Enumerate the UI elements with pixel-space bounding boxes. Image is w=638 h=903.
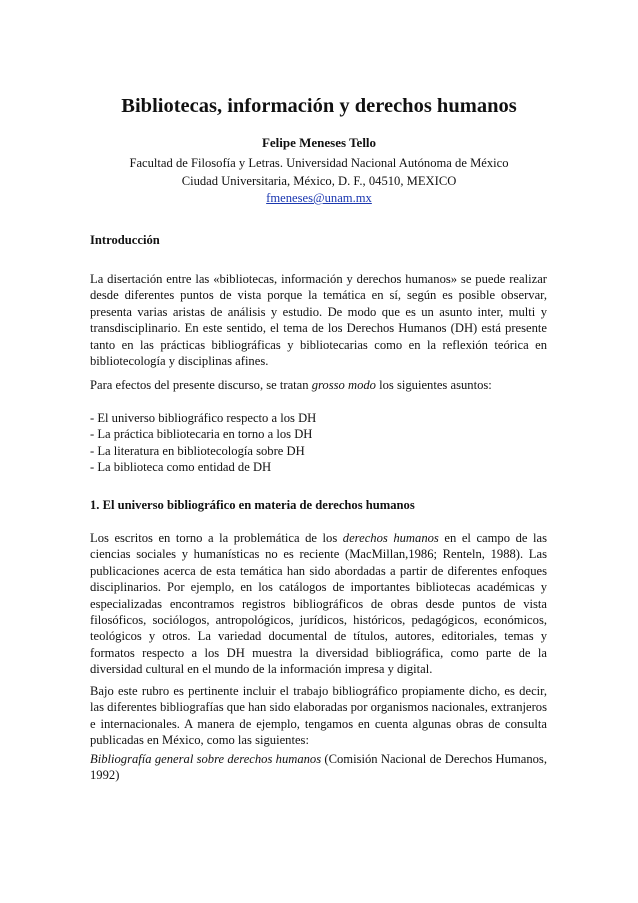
section-1-paragraph-1-text-end: en el campo de las ciencias sociales y humanísticas no es reciente (MacMillan,1986; Renteln, 1988). Las publicaciones acerca de esta temática han sido abordadas a partir de diferentes enfoques disciplinarios. Por ejemplo, en los catálogos de importantes bibliotecas académicas y especializadas encontramos registros bibliográficos de obras desde puntos de vista filosóficos, sociólogos, antropológicos, jurídicos, históricos, pedagógicos, económicos, teológicos y otros. La variedad documental de títulos, autores, editoriales, temas y formatos respecto a los DH muestra la diversidad bibliográfica, como parte de la diversidad cultural en el mundo de la información impresa y digital. xyxy=(90,531,548,677)
section-1-heading: 1. El universo bibliográfico en materia de derechos humanos xyxy=(90,498,415,512)
section-1-paragraph-1 xyxy=(90,530,547,678)
section-1-paragraph-1-italic: derechos humanos xyxy=(342,531,439,545)
list-item: - El universo bibliográfico respecto a los DH xyxy=(90,411,317,425)
section-1-paragraph-2: Bajo este rubro es pertinente incluir el trabajo bibliográfico propiamente dicho, es decir, las diferentes bibliografías que han sido elaboradas por organismos nacionales, extranjeros e internacionales. A manera de ejemplo, tengamos en cuenta algunas obras de consulta publicadas en México, como las siguientes: xyxy=(90,684,547,748)
intro-paragraph-2-italic: grosso modo xyxy=(311,378,376,392)
intro-paragraph-2 xyxy=(90,377,547,393)
intro-paragraph-1: La disertación entre las «bibliotecas, información y derechos humanos» se puede realizar desde diferentes puntos de vista porque la temática en sí, según es posible observar, presenta varias aristas de análisis y estudio. De modo que es un asunto inter, multi y transdisciplinario. En este sentido, el tema de los Derechos Humanos (DH) está presente tanto en las prácticas bibliográficas y bibliotecarias como en la reflexión teórica en bibliotecología y disciplinas afines. xyxy=(90,272,547,369)
list-item: - La literatura en bibliotecología sobre DH xyxy=(90,443,305,458)
intro-paragraph-2-text: Para efectos del presente discurso, se tratan xyxy=(90,378,312,392)
intro-heading: Introducción xyxy=(90,233,160,247)
affiliation-line-2: Ciudad Universitaria, México, D. F., 04510, MEXICO xyxy=(181,174,457,188)
author-email-link[interactable]: fmeneses@unam.mx xyxy=(266,191,372,205)
list-item: - La biblioteca como entidad de DH xyxy=(90,460,272,475)
affiliation-line-1: Facultad de Filosofía y Letras. Universidad Nacional Autónoma de México xyxy=(129,156,509,170)
bibliography-title: Bibliografía general sobre derechos humanos xyxy=(90,752,322,766)
intro-paragraph-2-text-end: los siguientes asuntos: xyxy=(375,378,492,392)
section-1-paragraph-3 xyxy=(90,751,547,784)
bibliography-citation: (Comisión Nacional de Derechos Humanos, 1992) xyxy=(90,752,547,783)
section-1-paragraph-1-text: Los escritos en torno a la problemática de los xyxy=(90,531,343,545)
author-name: Felipe Meneses Tello xyxy=(261,135,377,150)
document-title: Bibliotecas, información y derechos humanos xyxy=(121,95,517,117)
topics-list xyxy=(90,410,547,476)
list-item: - La práctica bibliotecaria en torno a los DH xyxy=(90,427,313,442)
